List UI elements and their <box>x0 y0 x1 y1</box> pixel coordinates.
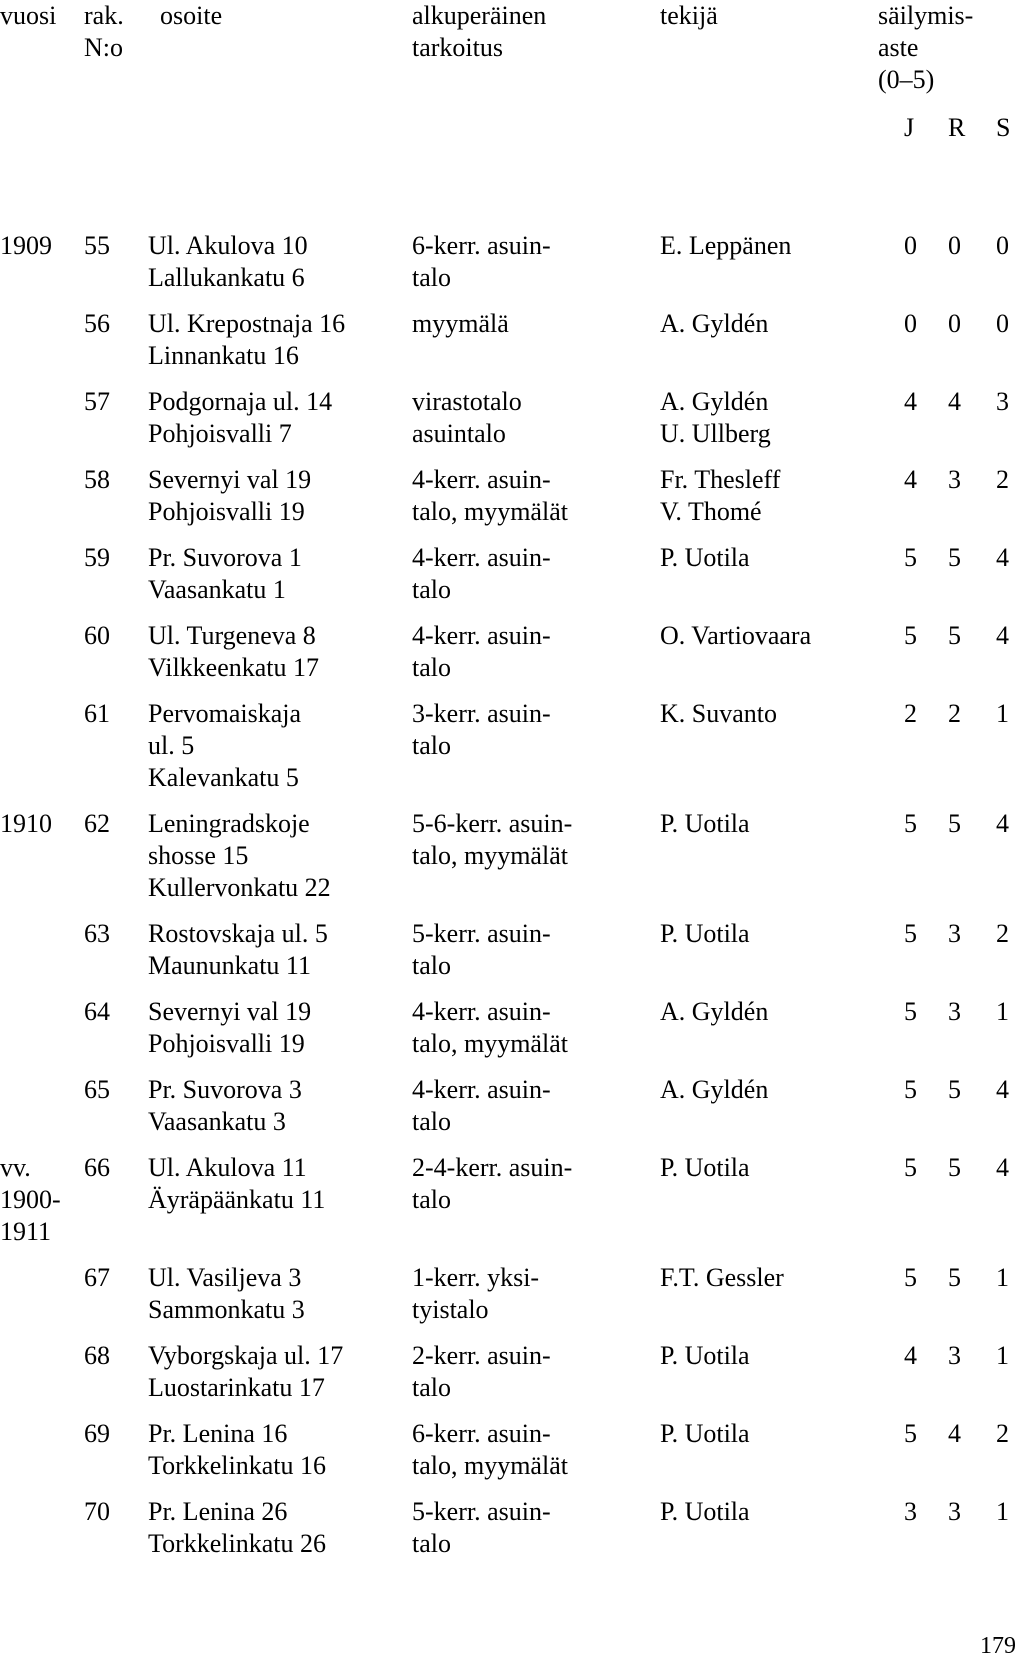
row-score-j: 5 <box>904 997 917 1026</box>
row-purpose: 2-4-kerr. asuin- talo <box>412 1153 573 1214</box>
row-score-s: 4 <box>996 621 1009 650</box>
row-purpose: 4-kerr. asuin- talo <box>412 621 551 682</box>
row-score-r: 3 <box>948 465 961 494</box>
row-address: Pervomaiskaja ul. 5 Kalevankatu 5 <box>148 699 302 792</box>
row-year: 1910 <box>0 809 52 838</box>
row-purpose: 4-kerr. asuin- talo <box>412 1075 551 1136</box>
row-purpose: 5-kerr. asuin- talo <box>412 919 551 980</box>
row-architect: A. Gyldén U. Ullberg <box>660 387 771 448</box>
row-architect: P. Uotila <box>660 1341 750 1370</box>
row-score-j: 0 <box>904 309 917 338</box>
row-number: 63 <box>84 919 110 948</box>
row-architect: K. Suvanto <box>660 699 777 728</box>
row-architect: P. Uotila <box>660 919 750 948</box>
row-score-j: 5 <box>904 809 917 838</box>
header-r: R <box>948 113 966 142</box>
row-score-s: 4 <box>996 809 1009 838</box>
row-number: 55 <box>84 231 110 260</box>
row-address: Ul. Turgeneva 8 Vilkkeenkatu 17 <box>148 621 320 682</box>
row-address: Pr. Lenina 16 Torkkelinkatu 16 <box>148 1419 326 1480</box>
row-number: 66 <box>84 1153 110 1182</box>
row-score-j: 5 <box>904 1419 917 1448</box>
row-purpose: 4-kerr. asuin- talo, myymälät <box>412 997 568 1058</box>
row-number: 61 <box>84 699 110 728</box>
row-score-j: 5 <box>904 621 917 650</box>
page-number: 179 <box>980 1633 1016 1659</box>
row-number: 57 <box>84 387 110 416</box>
row-architect: A. Gyldén <box>660 1075 769 1104</box>
row-architect: Fr. Thesleff V. Thomé <box>660 465 781 526</box>
row-address: Ul. Vasiljeva 3 Sammonkatu 3 <box>148 1263 305 1324</box>
row-architect: P. Uotila <box>660 1497 750 1526</box>
row-number: 60 <box>84 621 110 650</box>
row-number: 62 <box>84 809 110 838</box>
header-s: S <box>996 113 1011 142</box>
row-address: Ul. Krepostnaja 16 Linnankatu 16 <box>148 309 346 370</box>
row-score-r: 5 <box>948 621 961 650</box>
header-address: osoite <box>160 1 223 30</box>
row-number: 70 <box>84 1497 110 1526</box>
row-score-j: 5 <box>904 1263 917 1292</box>
table-header <box>0 0 1024 150</box>
row-number: 58 <box>84 465 110 494</box>
row-number: 59 <box>84 543 110 572</box>
row-purpose: 6-kerr. asuin- talo <box>412 231 551 292</box>
row-score-r: 3 <box>948 1341 961 1370</box>
row-score-s: 2 <box>996 919 1009 948</box>
row-score-r: 5 <box>948 1263 961 1292</box>
row-score-r: 5 <box>948 809 961 838</box>
row-architect: P. Uotila <box>660 1419 750 1448</box>
row-score-r: 3 <box>948 1497 961 1526</box>
row-address: Severnyi val 19 Pohjoisvalli 19 <box>148 997 312 1058</box>
row-purpose: 6-kerr. asuin- talo, myymälät <box>412 1419 568 1480</box>
header-architect: tekijä <box>660 1 718 30</box>
row-score-r: 3 <box>948 997 961 1026</box>
row-score-j: 4 <box>904 387 917 416</box>
row-score-j: 4 <box>904 1341 917 1370</box>
row-score-r: 5 <box>948 1075 961 1104</box>
row-purpose: 5-6-kerr. asuin- talo, myymälät <box>412 809 573 870</box>
row-score-s: 4 <box>996 543 1009 572</box>
row-architect: P. Uotila <box>660 809 750 838</box>
row-address: Vyborgskaja ul. 17 Luostarinkatu 17 <box>148 1341 344 1402</box>
row-score-s: 1 <box>996 1263 1009 1292</box>
row-address: Rostovskaja ul. 5 Maununkatu 11 <box>148 919 328 980</box>
row-score-j: 0 <box>904 231 917 260</box>
row-year: vv. 1900- 1911 <box>0 1153 61 1246</box>
header-year: vuosi <box>0 1 57 30</box>
row-address: Severnyi val 19 Pohjoisvalli 19 <box>148 465 312 526</box>
row-architect: A. Gyldén <box>660 997 769 1026</box>
row-architect: F.T. Gessler <box>660 1263 784 1292</box>
row-score-s: 4 <box>996 1075 1009 1104</box>
row-address: Pr. Suvorova 3 Vaasankatu 3 <box>148 1075 302 1136</box>
row-score-r: 4 <box>948 387 961 416</box>
row-purpose: 3-kerr. asuin- talo <box>412 699 551 760</box>
row-score-s: 3 <box>996 387 1009 416</box>
row-number: 65 <box>84 1075 110 1104</box>
row-score-s: 1 <box>996 1497 1009 1526</box>
row-address: Leningradskoje shosse 15 Kullervonkatu 22 <box>148 809 331 902</box>
row-score-r: 4 <box>948 1419 961 1448</box>
row-score-s: 1 <box>996 1341 1009 1370</box>
header-building-number: rak. N:o <box>84 1 124 62</box>
row-score-s: 0 <box>996 231 1009 260</box>
row-address: Podgornaja ul. 14 Pohjoisvalli 7 <box>148 387 333 448</box>
row-number: 56 <box>84 309 110 338</box>
row-address: Ul. Akulova 11 Äyräpäänkatu 11 <box>148 1153 326 1214</box>
row-score-r: 5 <box>948 543 961 572</box>
row-score-s: 4 <box>996 1153 1009 1182</box>
row-score-s: 1 <box>996 699 1009 728</box>
row-address: Pr. Lenina 26 Torkkelinkatu 26 <box>148 1497 326 1558</box>
row-address: Pr. Suvorova 1 Vaasankatu 1 <box>148 543 302 604</box>
row-score-s: 1 <box>996 997 1009 1026</box>
row-score-r: 0 <box>948 231 961 260</box>
row-purpose: myymälä <box>412 309 509 338</box>
row-purpose: 4-kerr. asuin- talo, myymälät <box>412 465 568 526</box>
row-architect: P. Uotila <box>660 1153 750 1182</box>
row-number: 67 <box>84 1263 110 1292</box>
header-original-purpose: alkuperäinen tarkoitus <box>412 1 547 62</box>
row-score-s: 0 <box>996 309 1009 338</box>
row-number: 64 <box>84 997 110 1026</box>
row-score-r: 3 <box>948 919 961 948</box>
header-preservation: säilymis- aste (0–5) <box>878 1 974 94</box>
row-purpose: 5-kerr. asuin- talo <box>412 1497 551 1558</box>
row-number: 69 <box>84 1419 110 1448</box>
row-year: 1909 <box>0 231 52 260</box>
row-architect: O. Vartiovaara <box>660 621 812 650</box>
row-score-s: 2 <box>996 1419 1009 1448</box>
row-purpose: virastotalo asuintalo <box>412 387 522 448</box>
row-score-j: 5 <box>904 1075 917 1104</box>
row-address: Ul. Akulova 10 Lallukankatu 6 <box>148 231 308 292</box>
row-purpose: 1-kerr. yksi- tyistalo <box>412 1263 540 1324</box>
row-score-j: 2 <box>904 699 917 728</box>
row-score-j: 4 <box>904 465 917 494</box>
row-architect: P. Uotila <box>660 543 750 572</box>
row-architect: A. Gyldén <box>660 309 769 338</box>
row-score-j: 5 <box>904 543 917 572</box>
row-purpose: 4-kerr. asuin- talo <box>412 543 551 604</box>
row-score-j: 5 <box>904 919 917 948</box>
row-score-r: 2 <box>948 699 961 728</box>
header-j: J <box>904 113 915 142</box>
row-score-r: 5 <box>948 1153 961 1182</box>
row-score-j: 3 <box>904 1497 917 1526</box>
row-number: 68 <box>84 1341 110 1370</box>
row-score-j: 5 <box>904 1153 917 1182</box>
row-purpose: 2-kerr. asuin- talo <box>412 1341 551 1402</box>
row-architect: E. Leppänen <box>660 231 792 260</box>
row-score-r: 0 <box>948 309 961 338</box>
row-score-s: 2 <box>996 465 1009 494</box>
